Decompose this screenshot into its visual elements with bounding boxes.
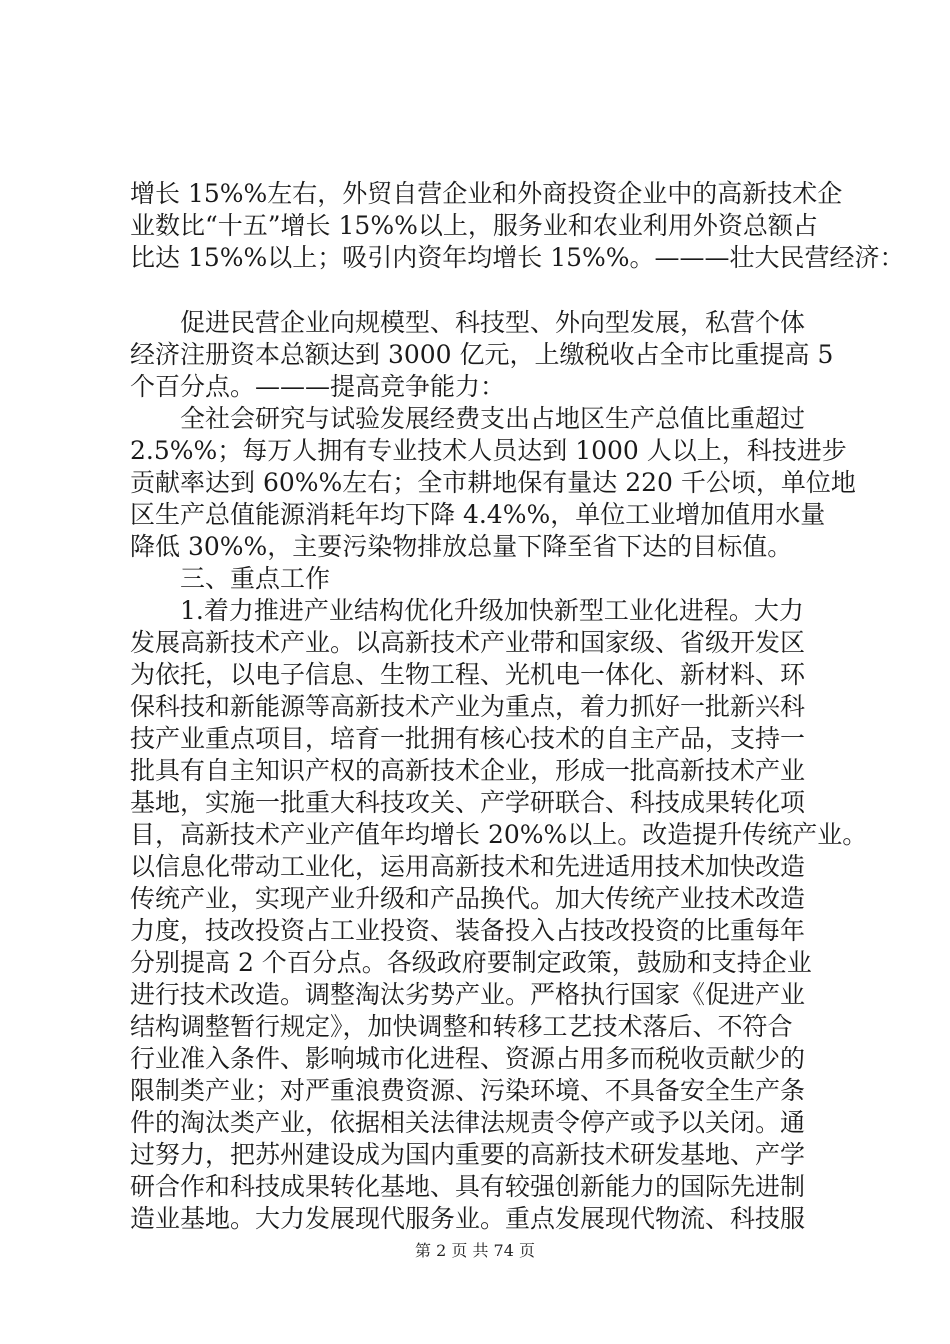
text-line: 造业基地。大力发展现代服务业。重点发展现代物流、科技服 xyxy=(130,1204,806,1233)
text-line: 全社会研究与试验发展经费支出占地区生产总值比重超过 xyxy=(180,404,806,433)
text-line: 以信息化带动工业化，运用高新技术和先进适用技术加快改造 xyxy=(130,852,806,881)
text-line: 行业准入条件、影响城市化进程、资源占用多而税收贡献少的 xyxy=(130,1044,806,1073)
text-line: 1.着力推进产业结构优化升级加快新型工业化进程。大力 xyxy=(180,596,804,625)
text-line: 限制类产业；对严重浪费资源、污染环境、不具备安全生产条 xyxy=(130,1076,806,1105)
text-line: 传统产业，实现产业升级和产品换代。加大传统产业技术改造 xyxy=(130,884,806,913)
section-heading: 三、重点工作 xyxy=(180,564,331,593)
text-line: 2.5%%；每万人拥有专业技术人员达到 1000 人以上，科技进步 xyxy=(130,436,847,465)
text-line: 批具有自主知识产权的高新技术企业，形成一批高新技术产业 xyxy=(130,756,806,785)
text-line: 降低 30%%，主要污染物排放总量下降至省下达的目标值。 xyxy=(130,532,793,561)
text-line: 经济注册资本总额达到 3000 亿元，上缴税收占全市比重提高 5 xyxy=(130,340,834,369)
text-line: 发展高新技术产业。以高新技术产业带和国家级、省级开发区 xyxy=(130,628,806,657)
text-line: 保科技和新能源等高新技术产业为重点，着力抓好一批新兴科 xyxy=(130,692,806,721)
text-line: 目，高新技术产业产值年均增长 20%%以上。改造提升传统产业。 xyxy=(130,820,868,849)
text-line: 比达 15%%以上；吸引内资年均增长 15%%。———壮大民营经济： xyxy=(130,243,905,272)
text-line: 进行技术改造。调整淘汰劣势产业。严格执行国家《促进产业 xyxy=(130,980,806,1009)
text-line: 结构调整暂行规定》，加快调整和转移工艺技术落后、不符合 xyxy=(130,1012,793,1041)
text-line: 贡献率达到 60%%左右；全市耕地保有量达 220 千公顷，单位地 xyxy=(130,468,856,497)
paragraph-gap xyxy=(130,274,830,307)
text-line: 件的淘汰类产业，依据相关法律法规责令停产或予以关闭。通 xyxy=(130,1108,806,1137)
text-line: 研合作和科技成果转化基地、具有较强创新能力的国际先进制 xyxy=(130,1172,806,1201)
text-line: 过努力，把苏州建设成为国内重要的高新技术研发基地、产学 xyxy=(130,1140,806,1169)
text-line: 区生产总值能源消耗年均下降 4.4%%，单位工业增加值用水量 xyxy=(130,500,826,529)
text-line: 促进民营企业向规模型、科技型、外向型发展，私营个体 xyxy=(180,308,806,337)
text-line: 个百分点。———提高竞争能力： xyxy=(130,372,506,401)
text-line: 业数比“十五”增长 15%%以上，服务业和农业利用外资总额占 xyxy=(130,211,818,240)
text-line: 增长 15%%左右，外贸自营企业和外商投资企业中的高新技术企 xyxy=(130,179,843,208)
text-line: 技产业重点项目，培育一批拥有核心技术的自主产品，支持一 xyxy=(130,724,806,753)
text-line: 力度，技改投资占工业投资、装备投入占技改投资的比重每年 xyxy=(130,916,806,945)
text-line: 为依托，以电子信息、生物工程、光机电一体化、新材料、环 xyxy=(130,660,806,689)
document-body xyxy=(130,178,905,1235)
text-line: 分别提高 2 个百分点。各级政府要制定政策，鼓励和支持企业 xyxy=(130,948,812,977)
text-line: 基地，实施一批重大科技攻关、产学研联合、科技成果转化项 xyxy=(130,788,806,817)
page-number-footer: 第 2 页 共 74 页 xyxy=(415,1241,535,1260)
